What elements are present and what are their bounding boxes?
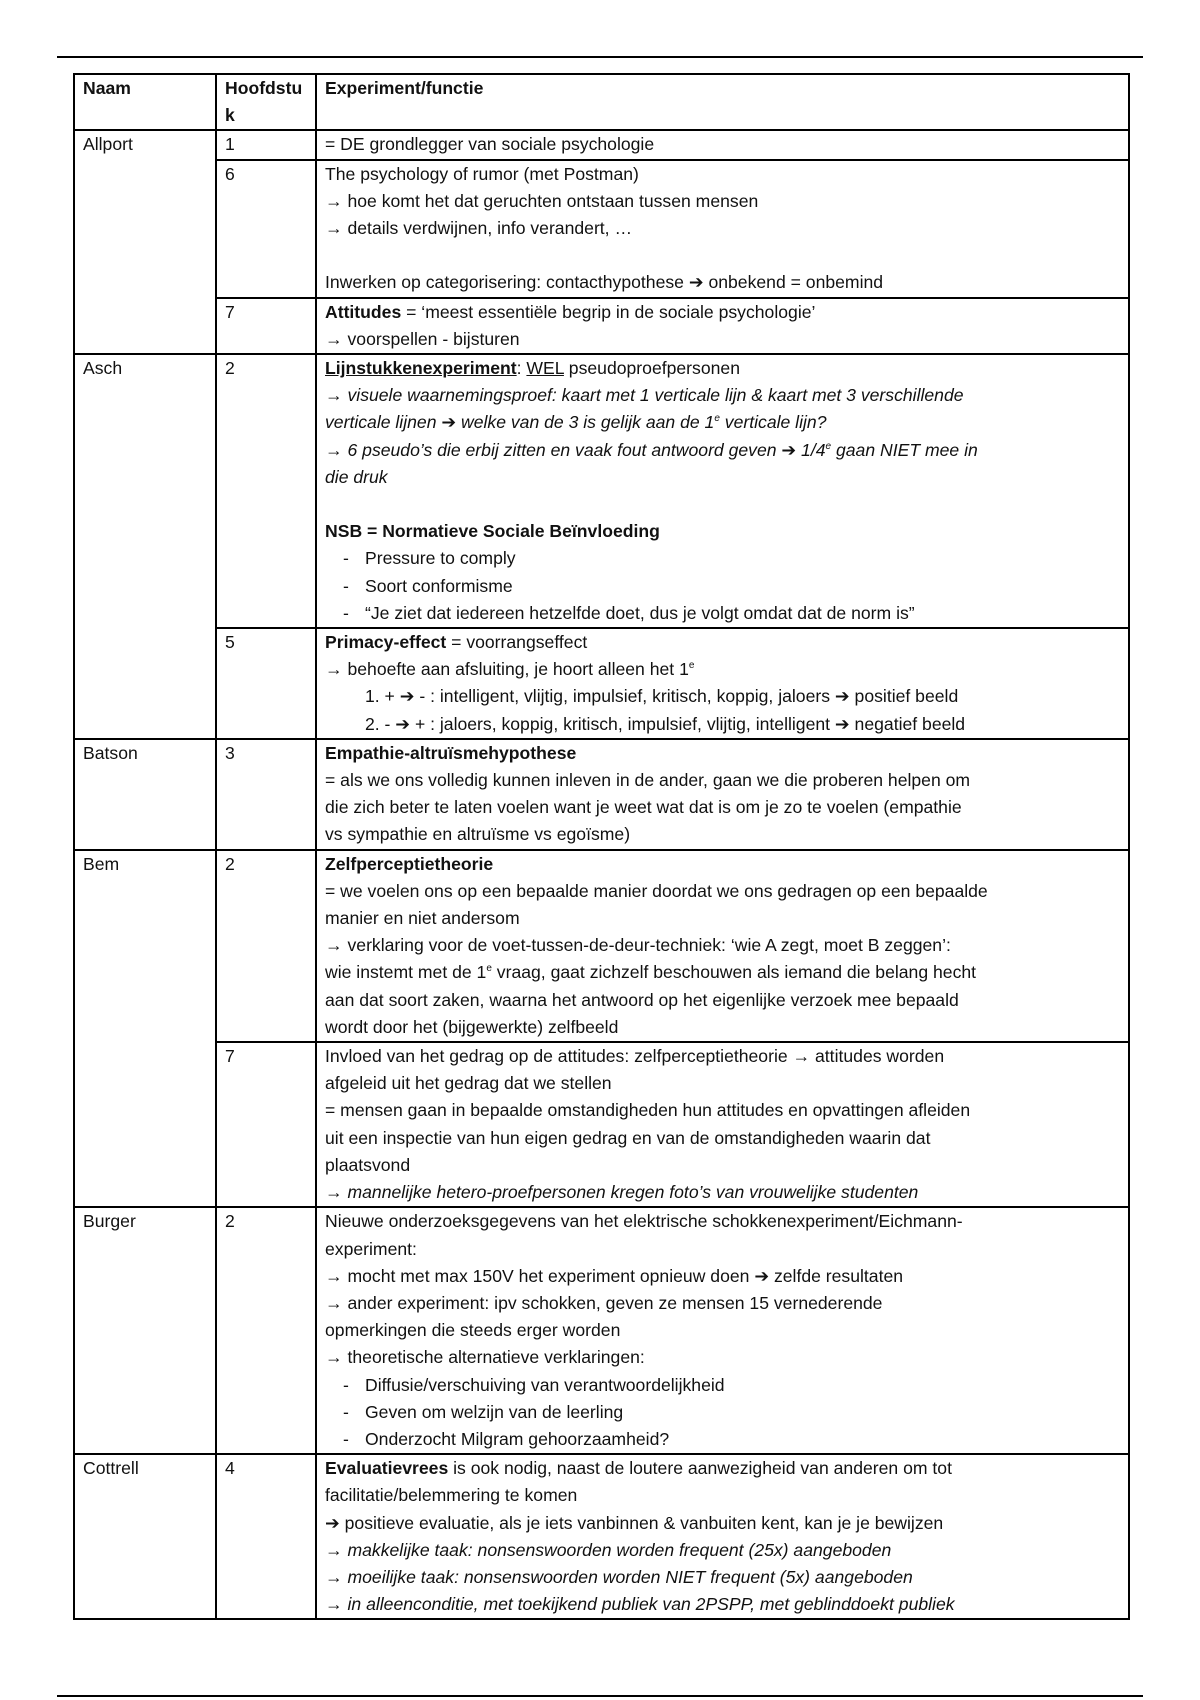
name-cottrell: Cottrell	[74, 1454, 216, 1619]
text-line: The psychology of rumor (met Postman)	[325, 163, 639, 184]
text-line: → visuele waarnemingsproef: kaart met 1 verticale lijn & kaart met 3 verschillende	[325, 385, 964, 406]
table-header-row	[74, 74, 1129, 130]
psychologists-table	[73, 73, 1130, 1620]
experiment-cell	[316, 1207, 1129, 1454]
term: Primacy-effect	[325, 632, 447, 653]
text-line	[325, 656, 1120, 683]
experiment-cell	[316, 1042, 1129, 1207]
text-line: manier en niet andersom	[325, 908, 520, 929]
text-line: aan dat soort zaken, waarna het antwoord op het eigenlijke verzoek mee bepaald	[325, 989, 959, 1010]
table-row	[74, 1454, 1129, 1619]
text-line: opmerkingen die steeds erger worden	[325, 1320, 621, 1341]
text-line: = als we ons volledig kunnen inleven in de ander, gaan we die proberen helpen om	[325, 770, 971, 791]
list-item: 2. - ➔ + : jaloers, koppig, kritisch, impulsief, vlijtig, intelligent ➔ negatief beeld	[365, 713, 966, 734]
text-span: → behoefte aan afsluiting, je hoort alleen het 1	[325, 659, 689, 680]
blank-line	[325, 491, 1120, 518]
text-line	[325, 437, 1120, 464]
experiment-cell	[316, 298, 1129, 354]
superscript: e	[688, 660, 695, 672]
text-line: wordt door het (bijgewerkte) zelfbeeld	[325, 1016, 619, 1037]
text-line: → moeilijke taak: nonsenswoorden worden NIET frequent (5x) aangeboden	[325, 1566, 913, 1587]
text-span: is ook nodig, naast de loutere aanwezigheid van anderen om tot	[448, 1458, 952, 1479]
text-line: → voorspellen - bijsturen	[325, 328, 520, 349]
table-row	[74, 298, 1129, 354]
text-line: → in alleenconditie, met toekijkend publiek van 2PSPP, met geblinddoekt publiek	[325, 1594, 955, 1615]
experiment-cell	[316, 739, 1129, 850]
chapter-cell: 2	[216, 850, 316, 1042]
chapter-cell: 6	[216, 160, 316, 298]
table-row	[74, 1042, 1129, 1207]
table-row	[74, 628, 1129, 739]
chapter-cell: 7	[216, 298, 316, 354]
chapter-cell: 2	[216, 1207, 316, 1454]
chapter-cell: 7	[216, 1042, 316, 1207]
text-line: → verklaring voor de voet-tussen-de-deur-techniek: ‘wie A zegt, moet B zeggen’:	[325, 935, 951, 956]
text-line: → ander experiment: ipv schokken, geven ze mensen 15 vernederende	[325, 1292, 883, 1313]
text-line: plaatsvond	[325, 1154, 411, 1175]
text-line: = we voelen ons op een bepaalde manier doordat we ons gedragen op een bepaalde	[325, 880, 988, 901]
text-span: vraag, gaat zichzelf beschouwen als iemand die belang hecht	[491, 962, 977, 983]
text-span: verticale lijnen ➔ welke van de 3 is gelijk aan de 1	[325, 412, 715, 433]
text-line: NSB = Normatieve Sociale Beïnvloeding	[325, 521, 660, 542]
text-line: die druk	[325, 466, 388, 487]
table-row	[74, 130, 1129, 159]
text-span: gaan NIET mee in	[831, 439, 978, 460]
list-item: - Pressure to comply	[325, 545, 1120, 572]
header-experiment: Experiment/functie	[316, 74, 1129, 130]
list-item: - Soort conformisme	[325, 573, 1120, 600]
text-line: Zelfperceptietheorie	[325, 853, 494, 874]
text-span: wie instemt met de 1	[325, 962, 487, 983]
name-asch: Asch	[74, 354, 216, 739]
text-span: WEL	[526, 358, 564, 379]
term: Attitudes	[325, 301, 402, 322]
name-batson: Batson	[74, 739, 216, 850]
text-line: → makkelijke taak: nonsenswoorden worden frequent (25x) aangeboden	[325, 1539, 892, 1560]
name-bem: Bem	[74, 850, 216, 1208]
list-item: - Diffusie/verschuiving van verantwoordelijkheid	[325, 1372, 1120, 1399]
superscript: e	[825, 440, 832, 452]
superscript: e	[714, 413, 720, 425]
table-row	[74, 160, 1129, 298]
chapter-cell: 3	[216, 739, 316, 850]
text-span: → 6 pseudo’s die erbij zitten en vaak fout antwoord geven ➔ 1/4	[325, 439, 826, 460]
experiment-cell	[316, 1454, 1129, 1619]
text-line: die zich beter te laten voelen want je weet wat dat is om je zo te voelen (empathie	[325, 797, 962, 818]
table-row	[74, 354, 1129, 628]
header-name: Naam	[74, 74, 216, 130]
text-line: facilitatie/belemmering te komen	[325, 1485, 578, 1506]
superscript: e	[486, 963, 492, 975]
text-span: :	[516, 358, 527, 379]
text-span: verticale lijn?	[719, 412, 827, 433]
list-item: - “Je ziet dat iedereen hetzelfde doet, dus je volgt omdat dat de norm is”	[325, 600, 1120, 627]
experiment-cell	[316, 130, 1129, 159]
experiment-cell	[316, 850, 1129, 1042]
text-span: = ‘meest essentiële begrip in de sociale psychologie’	[401, 301, 816, 322]
text-line: Nieuwe onderzoeksgegevens van het elektrische schokkenexperiment/Eichmann-	[325, 1211, 963, 1232]
text-line: vs sympathie en altruïsme vs egoïsme)	[325, 824, 631, 845]
experiment-cell	[316, 354, 1129, 628]
text-line	[325, 629, 1120, 656]
chapter-cell: 1	[216, 130, 316, 159]
chapter-cell: 2	[216, 354, 316, 628]
text-line	[325, 355, 1120, 382]
chapter-cell: 4	[216, 1454, 316, 1619]
text-line: uit een inspectie van hun eigen gedrag en van de omstandigheden waarin dat	[325, 1127, 931, 1148]
header-chapter: Hoofdstuk	[216, 74, 316, 130]
text-line: Invloed van het gedrag op de attitudes: zelfperceptietheorie → attitudes worden	[325, 1046, 945, 1067]
text-line: = mensen gaan in bepaalde omstandigheden hun attitudes en opvattingen afleiden	[325, 1100, 971, 1121]
term: Lijnstukkenexperiment	[325, 358, 517, 379]
experiment-cell	[316, 628, 1129, 739]
blank-line	[325, 242, 1120, 269]
name-burger: Burger	[74, 1207, 216, 1454]
text-line: Empathie-altruïsmehypothese	[325, 742, 577, 763]
footer-rule	[57, 1695, 1143, 1697]
table-row	[74, 850, 1129, 1042]
experiment-cell	[316, 160, 1129, 298]
text-line: → hoe komt het dat geruchten ontstaan tussen mensen	[325, 190, 759, 211]
list-item: - Geven om welzijn van de leerling	[325, 1399, 1120, 1426]
text-line: ➔ positieve evaluatie, als je iets vanbinnen & vanbuiten kent, kan je je bewijzen	[325, 1512, 944, 1533]
list-item: 1. + ➔ - : intelligent, vlijtig, impulsief, kritisch, koppig, jaloers ➔ positief beeld	[365, 686, 959, 707]
text-line: afgeleid uit het gedrag dat we stellen	[325, 1073, 612, 1094]
text-line: experiment:	[325, 1238, 417, 1259]
text-line	[325, 959, 1120, 986]
text-line: → details verdwijnen, info verandert, …	[325, 218, 633, 239]
chapter-cell: 5	[216, 628, 316, 739]
table-row	[74, 1207, 1129, 1454]
text-span: pseudoproefpersonen	[563, 358, 740, 379]
text-line: → mocht met max 150V het experiment opnieuw doen ➔ zelfde resultaten	[325, 1265, 904, 1286]
text-line: = DE grondlegger van sociale psychologie	[325, 134, 655, 155]
text-line: → mannelijke hetero-proefpersonen kregen foto’s van vrouwelijke studenten	[325, 1182, 919, 1203]
text-span: = voorrangseffect	[446, 632, 588, 653]
name-allport: Allport	[74, 130, 216, 354]
text-line	[325, 299, 1120, 326]
term: Evaluatievrees	[325, 1458, 449, 1479]
table-row	[74, 739, 1129, 850]
text-line	[325, 409, 1120, 436]
list-item: - Onderzocht Milgram gehoorzaamheid?	[325, 1426, 1120, 1453]
text-line: → theoretische alternatieve verklaringen:	[325, 1347, 645, 1368]
header-rule	[57, 56, 1143, 58]
text-line: Inwerken op categorisering: contacthypothese ➔ onbekend = onbemind	[325, 272, 884, 293]
text-line	[325, 1455, 1120, 1482]
